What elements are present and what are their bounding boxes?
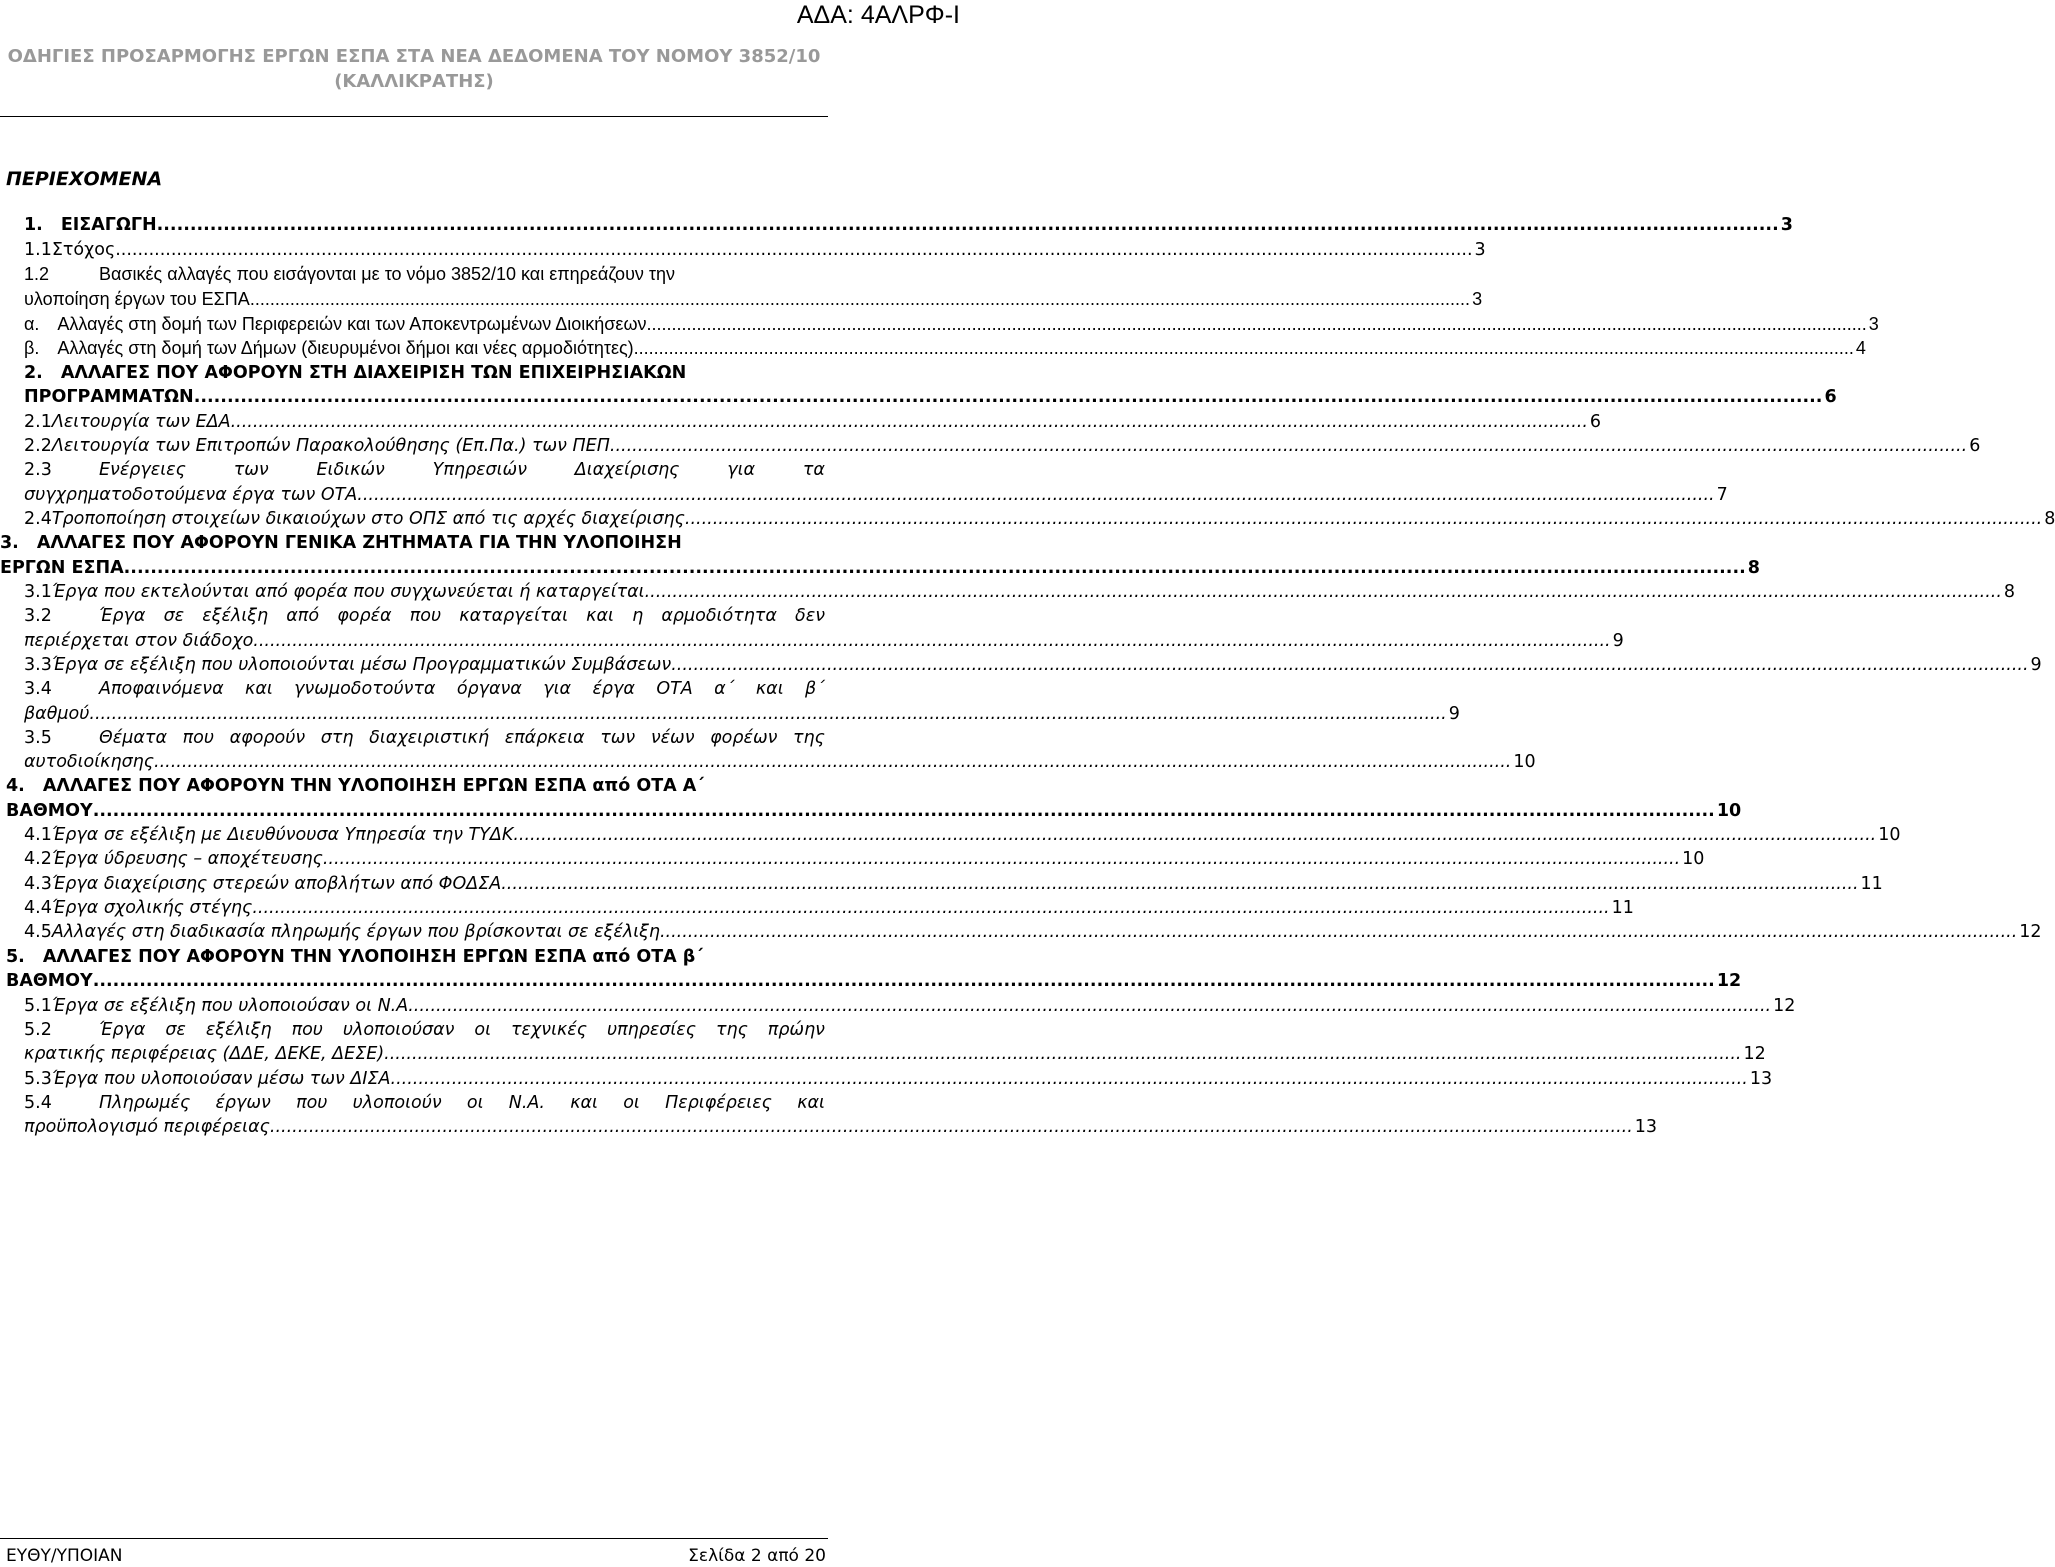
toc-entry-3-3[interactable] (24, 653, 2042, 677)
toc-word: ΟΤΑ (656, 679, 693, 699)
toc-entry-page: 6 (1824, 387, 1837, 407)
ada-code: ΑΔΑ: 4ΑΛΡΦ-Ι (796, 1, 960, 29)
toc-entry-title (99, 1091, 825, 1115)
toc-entry-title-continued: προϋπολογισμό περιφέρειας. (24, 1117, 276, 1137)
toc-leader-dots (115, 238, 1472, 262)
toc-entry-title: Λειτουργία των ΕΔΑ (51, 412, 231, 432)
toc-word: οι (466, 1093, 484, 1113)
toc-entry-title-continued: συγχρηματοδοτούμενα έργα των ΟΤΑ (24, 485, 358, 505)
toc-word: που (182, 728, 214, 748)
toc-entry-title: Αλλαγές στη δομή των Περιφερειών και των Αποκεντρωμένων Διοικήσεων (57, 314, 647, 334)
toc-entry-page: 7 (1716, 485, 1728, 505)
toc-word: και (797, 1093, 825, 1113)
toc-entry-5-4-line-2[interactable] (24, 1115, 1658, 1139)
toc-entry-number: 5.2 (24, 1020, 52, 1040)
toc-entry-number: 2.1 (24, 412, 52, 432)
toc-entry-page: 12 (1716, 971, 1742, 991)
toc-word: των (233, 460, 269, 480)
toc-word: στη (320, 728, 354, 748)
toc-word: αρμοδιότητα (661, 606, 777, 626)
toc-word: τα (802, 460, 825, 480)
toc-entry-number: 3.1 (24, 582, 52, 602)
toc-entry-5-4-line-1[interactable] (24, 1091, 825, 1115)
toc-word: υλοποιούν (352, 1093, 442, 1113)
toc-entry-title: Έργα σε εξέλιξη που υλοποιούσαν οι Ν.Α. (51, 996, 414, 1016)
toc-entry-number: 4. (6, 776, 25, 796)
toc-entry-2-2[interactable] (24, 434, 1981, 458)
toc-entry-page: 13 (1749, 1069, 1773, 1089)
toc-leader-dots (323, 847, 1680, 871)
toc-entry-title: ΑΛΛΑΓΕΣ ΠΟΥ ΑΦΟΡΟΥΝ ΤΗΝ ΥΛΟΠΟΙΗΣΗ ΕΡΓΩΝ ΕΣΠΑ από ΟΤΑ β΄ (42, 947, 704, 967)
toc-entry-page: 9 (1448, 704, 1460, 724)
toc-word: νέων (650, 728, 695, 748)
toc-entry-title (99, 1018, 825, 1042)
toc-entry-number: β. (24, 338, 40, 358)
toc-entry-3-2-line-2[interactable] (24, 629, 1624, 653)
toc-word: επάρκεια (504, 728, 585, 748)
footer-department: ΕΥΘΥ/ΥΠΟΙΑΝ (6, 1546, 123, 1566)
toc-entry-4-3[interactable] (24, 872, 1883, 896)
toc-word: Ειδικών (316, 460, 385, 480)
toc-entry-number: 2. (24, 363, 43, 383)
toc-leader-dots (501, 872, 1858, 896)
toc-word: η (632, 606, 644, 626)
toc-entry-2-4[interactable] (24, 507, 2055, 531)
header-title-line-1: ΟΔΗΓΙΕΣ ΠΡΟΣΑΡΜΟΓΗΣ ΕΡΓΩΝ ΕΣΠΑ ΣΤΑ ΝΕΑ ΔΕΔΟΜΕΝΑ ΤΟΥ ΝΟΜΟΥ 3852/10 (7, 46, 821, 67)
toc-leader-dots (253, 629, 1610, 653)
toc-entry-3-line-1[interactable] (0, 531, 801, 555)
toc-entry-3-4-line-2[interactable] (24, 702, 1460, 726)
toc-entry-number: 4.1 (24, 825, 52, 845)
toc-title: ΠΕΡΙΕΧΟΜΕΝΑ (6, 168, 163, 190)
toc-entry-1-2-line-2[interactable] (24, 287, 1483, 311)
toc-entry-title-continued: βαθμού (24, 704, 90, 724)
toc-entry-number: 4.5 (24, 922, 52, 942)
toc-entry-page: 10 (1513, 752, 1536, 772)
toc-word: φορέα (337, 606, 392, 626)
toc-entry-title (99, 458, 825, 482)
toc-entry-page: 10 (1682, 849, 1705, 869)
toc-entry-title-continued: κρατικής περιφέρειας (ΔΔΕ, ΔΕΚΕ, ΔΕΣΕ) (24, 1044, 385, 1064)
toc-entry-1-2-line-1[interactable] (24, 262, 825, 286)
toc-entry-number: 4.2 (24, 849, 52, 869)
toc-entry-title (99, 677, 825, 701)
toc-entry-title: Λειτουργία των Επιτροπών Παρακολούθησης (Επ.Πα.) των ΠΕΠ (51, 436, 610, 456)
toc-entry-page: 6 (1969, 436, 1981, 456)
toc-entry-1[interactable] (24, 213, 1793, 237)
toc-entry-2-3-line-2[interactable] (24, 483, 1728, 507)
footer-rule (0, 1538, 828, 1539)
toc-entry-title (99, 726, 825, 750)
toc-word: έργα (592, 679, 635, 699)
toc-word: Ν.Α. (508, 1093, 545, 1113)
toc-leader-dots (610, 434, 1967, 458)
toc-entry-title: Έργα που υλοποιούσαν μέσω των ΔΙΣΑ (51, 1069, 391, 1089)
toc-entry-2-line-2[interactable] (24, 385, 1837, 409)
toc-leader-dots (200, 385, 1822, 409)
toc-entry-page: 3 (1868, 314, 1879, 334)
toc-entry-page: 10 (1878, 825, 1901, 845)
toc-entry-page: 12 (1743, 1044, 1766, 1064)
toc-leader-dots (634, 336, 1854, 360)
toc-entry-2-3-line-1[interactable] (24, 458, 825, 482)
toc-entry-number: 5. (6, 947, 25, 967)
toc-word: Έργα (99, 1020, 146, 1040)
toc-word: που (409, 606, 442, 626)
toc-word: πρώην (767, 1020, 825, 1040)
toc-entry-title (99, 604, 825, 628)
toc-entry-3-2-line-1[interactable] (24, 604, 825, 628)
toc-word: που (296, 1093, 328, 1113)
toc-entry-4-4[interactable] (24, 896, 1634, 920)
toc-word: υπηρεσίες (606, 1020, 697, 1040)
toc-entry-page: 12 (1773, 996, 1796, 1016)
toc-word: εξέλιξη (202, 606, 269, 626)
toc-leader-dots (250, 287, 1470, 311)
toc-entry-page: 12 (2019, 922, 2042, 942)
toc-word: αφορούν (229, 728, 306, 748)
toc-entry-number: 5.1 (24, 996, 52, 1016)
toc-leader-dots (93, 799, 1715, 823)
toc-leader-dots (154, 750, 1511, 774)
toc-word: β΄ (805, 679, 825, 699)
toc-entry-title: Έργα σε εξέλιξη που υλοποιούνται μέσω Προγραμματικών Συμβάσεων (51, 655, 672, 675)
toc-leader-dots (384, 1042, 1741, 1066)
toc-leader-dots (357, 483, 1714, 507)
toc-entry-number: 3.4 (24, 679, 52, 699)
toc-entry-2-1[interactable] (24, 410, 1602, 434)
toc-leader-dots (157, 213, 1779, 237)
toc-word: οι (474, 1020, 492, 1040)
toc-leader-dots (93, 969, 1715, 993)
toc-word: Πληρωμές (99, 1093, 191, 1113)
toc-leader-dots (519, 823, 1876, 847)
toc-entry-a[interactable] (24, 312, 1879, 336)
toc-entry-title: Έργα σχολικής στέγης (51, 898, 253, 918)
toc-entry-4-1[interactable] (24, 823, 1901, 847)
toc-word: από (286, 606, 320, 626)
toc-word: σε (163, 606, 185, 626)
toc-word: για (727, 460, 756, 480)
toc-entry-page: 11 (1860, 874, 1883, 894)
toc-word: α΄ (714, 679, 735, 699)
toc-entry-3-5-line-2[interactable] (24, 750, 1536, 774)
toc-entry-number: 1. (24, 215, 43, 235)
toc-entry-title-continued: ΕΡΓΩΝ ΕΣΠΑ (0, 558, 124, 578)
toc-entry-number: 4.4 (24, 898, 52, 918)
toc-entry-title-continued: ΒΑΘΜΟΥ (6, 801, 93, 821)
toc-entry-3-line-2[interactable] (0, 556, 1760, 580)
toc-entry-title: ΕΙΣΑΓΩΓΗ (60, 215, 157, 235)
toc-entry-2-line-1[interactable] (24, 361, 825, 385)
toc-entry-number: 3. (0, 533, 19, 553)
toc-entry-title: Έργα σε εξέλιξη με Διευθύνουσα Υπηρεσία την ΤΥΔΚ. (51, 825, 519, 845)
toc-entry-title: ΑΛΛΑΓΕΣ ΠΟΥ ΑΦΟΡΟΥΝ ΤΗΝ ΥΛΟΠΟΙΗΣΗ ΕΡΓΩΝ ΕΣΠΑ από ΟΤΑ Α΄ (42, 776, 705, 796)
toc-leader-dots (645, 580, 2002, 604)
toc-entry-5-line-2[interactable] (6, 969, 1742, 993)
toc-entry-title: Στόχος (51, 240, 116, 260)
footer-page-number: Σελίδα 2 από 20 (688, 1546, 826, 1566)
toc-word: Υπηρεσιών (432, 460, 527, 480)
toc-entry-3-1[interactable] (24, 580, 2016, 604)
toc-entry-page: 10 (1716, 801, 1742, 821)
toc-entry-page: 8 (2003, 582, 2016, 602)
toc-leader-dots (89, 702, 1446, 726)
document-footer (6, 1545, 826, 1567)
toc-entry-4-5[interactable] (24, 920, 2042, 944)
toc-leader-dots (231, 410, 1588, 434)
toc-entry-page: 13 (1634, 1117, 1658, 1137)
toc-entry-5-2-line-2[interactable] (24, 1042, 1766, 1066)
toc-leader-dots (414, 994, 1771, 1018)
toc-entry-page: 3 (1474, 240, 1486, 260)
toc-entry-page: 9 (2030, 655, 2042, 675)
toc-entry-title: Αλλαγές στη διαδικασία πληρωμής έργων που βρίσκονται σε εξέλιξη (51, 922, 660, 942)
toc-entry-number: 2.4 (24, 509, 52, 529)
toc-word: σε (165, 1020, 186, 1040)
toc-entry-page: 11 (1611, 898, 1634, 918)
toc-word: τεχνικές (510, 1020, 588, 1040)
toc-entry-title: Αλλαγές στη δομή των Δήμων (διευρυμένοι δήμοι και νέες αρμοδιότητες) (57, 338, 634, 358)
toc-word: καταργείται (459, 606, 569, 626)
toc-word: Ενέργειες (99, 460, 186, 480)
toc-entry-5-2-line-1[interactable] (24, 1018, 825, 1042)
toc-entry-title: ΑΛΛΑΓΕΣ ΠΟΥ ΑΦΟΡΟΥΝ ΓΕΝΙΚΑ ΖΗΤΗΜΑΤΑ ΓΙΑ ΤΗΝ ΥΛΟΠΟΙΗΣΗ (36, 533, 682, 553)
toc-entry-title: Έργα διαχείρισης στερεών αποβλήτων από ΦΟΔΣΑ (51, 874, 502, 894)
toc-leader-dots (660, 920, 2017, 944)
toc-word: δεν (795, 606, 825, 626)
toc-word: που (291, 1020, 323, 1040)
toc-entry-3-5-line-1[interactable] (24, 726, 825, 750)
toc-leader-dots (124, 556, 1746, 580)
toc-entry-number: 1.2 (24, 264, 50, 284)
toc-entry-title-continued: ΠΡΟΓΡΑΜΜΑΤΩΝ. (24, 387, 201, 407)
toc-entry-title-continued: ΒΑΘΜΟΥ (6, 971, 93, 991)
toc-word: και (586, 606, 614, 626)
toc-entry-number: 3.2 (24, 606, 52, 626)
toc-word: Περιφέρειες (665, 1093, 772, 1113)
toc-entry-4-2[interactable] (24, 847, 1705, 871)
toc-entry-4-line-2[interactable] (6, 799, 1742, 823)
toc-word: οι (623, 1093, 640, 1113)
toc-entry-number: 5.4 (24, 1093, 52, 1113)
toc-word: φορέων (710, 728, 778, 748)
toc-entry-1-1[interactable] (24, 238, 1486, 262)
toc-leader-dots (671, 653, 2028, 677)
toc-entry-number: 2.3 (24, 460, 52, 480)
header-title-line-2: (ΚΑΛΛΙΚΡΑΤΗΣ) (334, 71, 494, 92)
toc-entry-5-line-1[interactable] (6, 945, 807, 969)
toc-word: Θέματα (99, 728, 167, 748)
toc-entry-page: 8 (1747, 558, 1760, 578)
toc-entry-page: 3 (1472, 289, 1483, 309)
toc-entry-number: 2.2 (24, 436, 52, 456)
toc-entry-page: 6 (1589, 412, 1602, 432)
toc-entry-title: Έργα που εκτελούνται από φορέα που συγχωνεύεται ή καταργείται (51, 582, 645, 602)
toc-word: όργανα (456, 679, 522, 699)
toc-entry-page: 9 (1612, 631, 1624, 651)
toc-leader-dots (275, 1115, 1632, 1139)
toc-entry-b[interactable] (24, 336, 1866, 360)
toc-word: Αποφαινόμενα (99, 679, 224, 699)
toc-word: Διαχείρισης (574, 460, 680, 480)
toc-leader-dots (685, 507, 2042, 531)
toc-leader-dots (252, 896, 1609, 920)
toc-leader-dots (391, 1067, 1748, 1091)
toc-leader-dots (647, 312, 1867, 336)
toc-entry-title-continued: αυτοδιοίκησης (24, 752, 155, 772)
toc-entry-5-3[interactable] (24, 1067, 1773, 1091)
toc-entry-page: 3 (1780, 215, 1793, 235)
toc-entry-title: ΑΛΛΑΓΕΣ ΠΟΥ ΑΦΟΡΟΥΝ ΣΤΗ ΔΙΑΧΕΙΡΙΣΗ ΤΩΝ ΕΠΙΧΕΙΡΗΣΙΑΚΩΝ (60, 363, 687, 383)
toc-word: και (570, 1093, 598, 1113)
toc-word: υλοποιούσαν (342, 1020, 455, 1040)
toc-entry-4-line-1[interactable] (6, 774, 807, 798)
toc-entry-page: 4 (1855, 338, 1866, 358)
toc-entry-title: Έργα ύδρευσης – αποχέτευσης (51, 849, 323, 869)
toc-word: Έργα (99, 606, 146, 626)
toc-word: διαχειριστική (369, 728, 490, 748)
toc-word: και (245, 679, 273, 699)
toc-word: και (755, 679, 784, 699)
toc-entry-number: α. (24, 314, 40, 334)
toc-entry-number: 4.3 (24, 874, 52, 894)
toc-word: της (715, 1020, 748, 1040)
toc-entry-number: 3.5 (24, 728, 52, 748)
toc-entry-5-1[interactable] (24, 994, 1796, 1018)
toc-word: για (543, 679, 572, 699)
toc-entry-number: 5.3 (24, 1069, 52, 1089)
toc-entry-title-continued: υλοποίηση έργων του ΕΣΠΑ (24, 289, 250, 309)
toc-word: γνωμοδοτούντα (294, 679, 436, 699)
toc-entry-page: 8 (2044, 509, 2055, 529)
toc-entry-number: 3.3 (24, 655, 52, 675)
toc-entry-number: 1.1 (24, 240, 52, 260)
toc-word: εξέλιξη (205, 1020, 272, 1040)
toc-word: της (793, 728, 825, 748)
toc-word: έργων (215, 1093, 271, 1113)
toc-word: των (600, 728, 636, 748)
toc-entry-title-continued: περιέρχεται στον διάδοχο (24, 631, 254, 651)
toc-entry-title: Βασικές αλλαγές που εισάγονται με το νόμο 3852/10 και επηρεάζουν την (99, 264, 676, 284)
toc-entry-3-4-line-1[interactable] (24, 677, 825, 701)
toc-entry-title: Τροποποίηση στοιχείων δικαιούχων στο ΟΠΣ από τις αρχές διαχείρισης (51, 509, 685, 529)
